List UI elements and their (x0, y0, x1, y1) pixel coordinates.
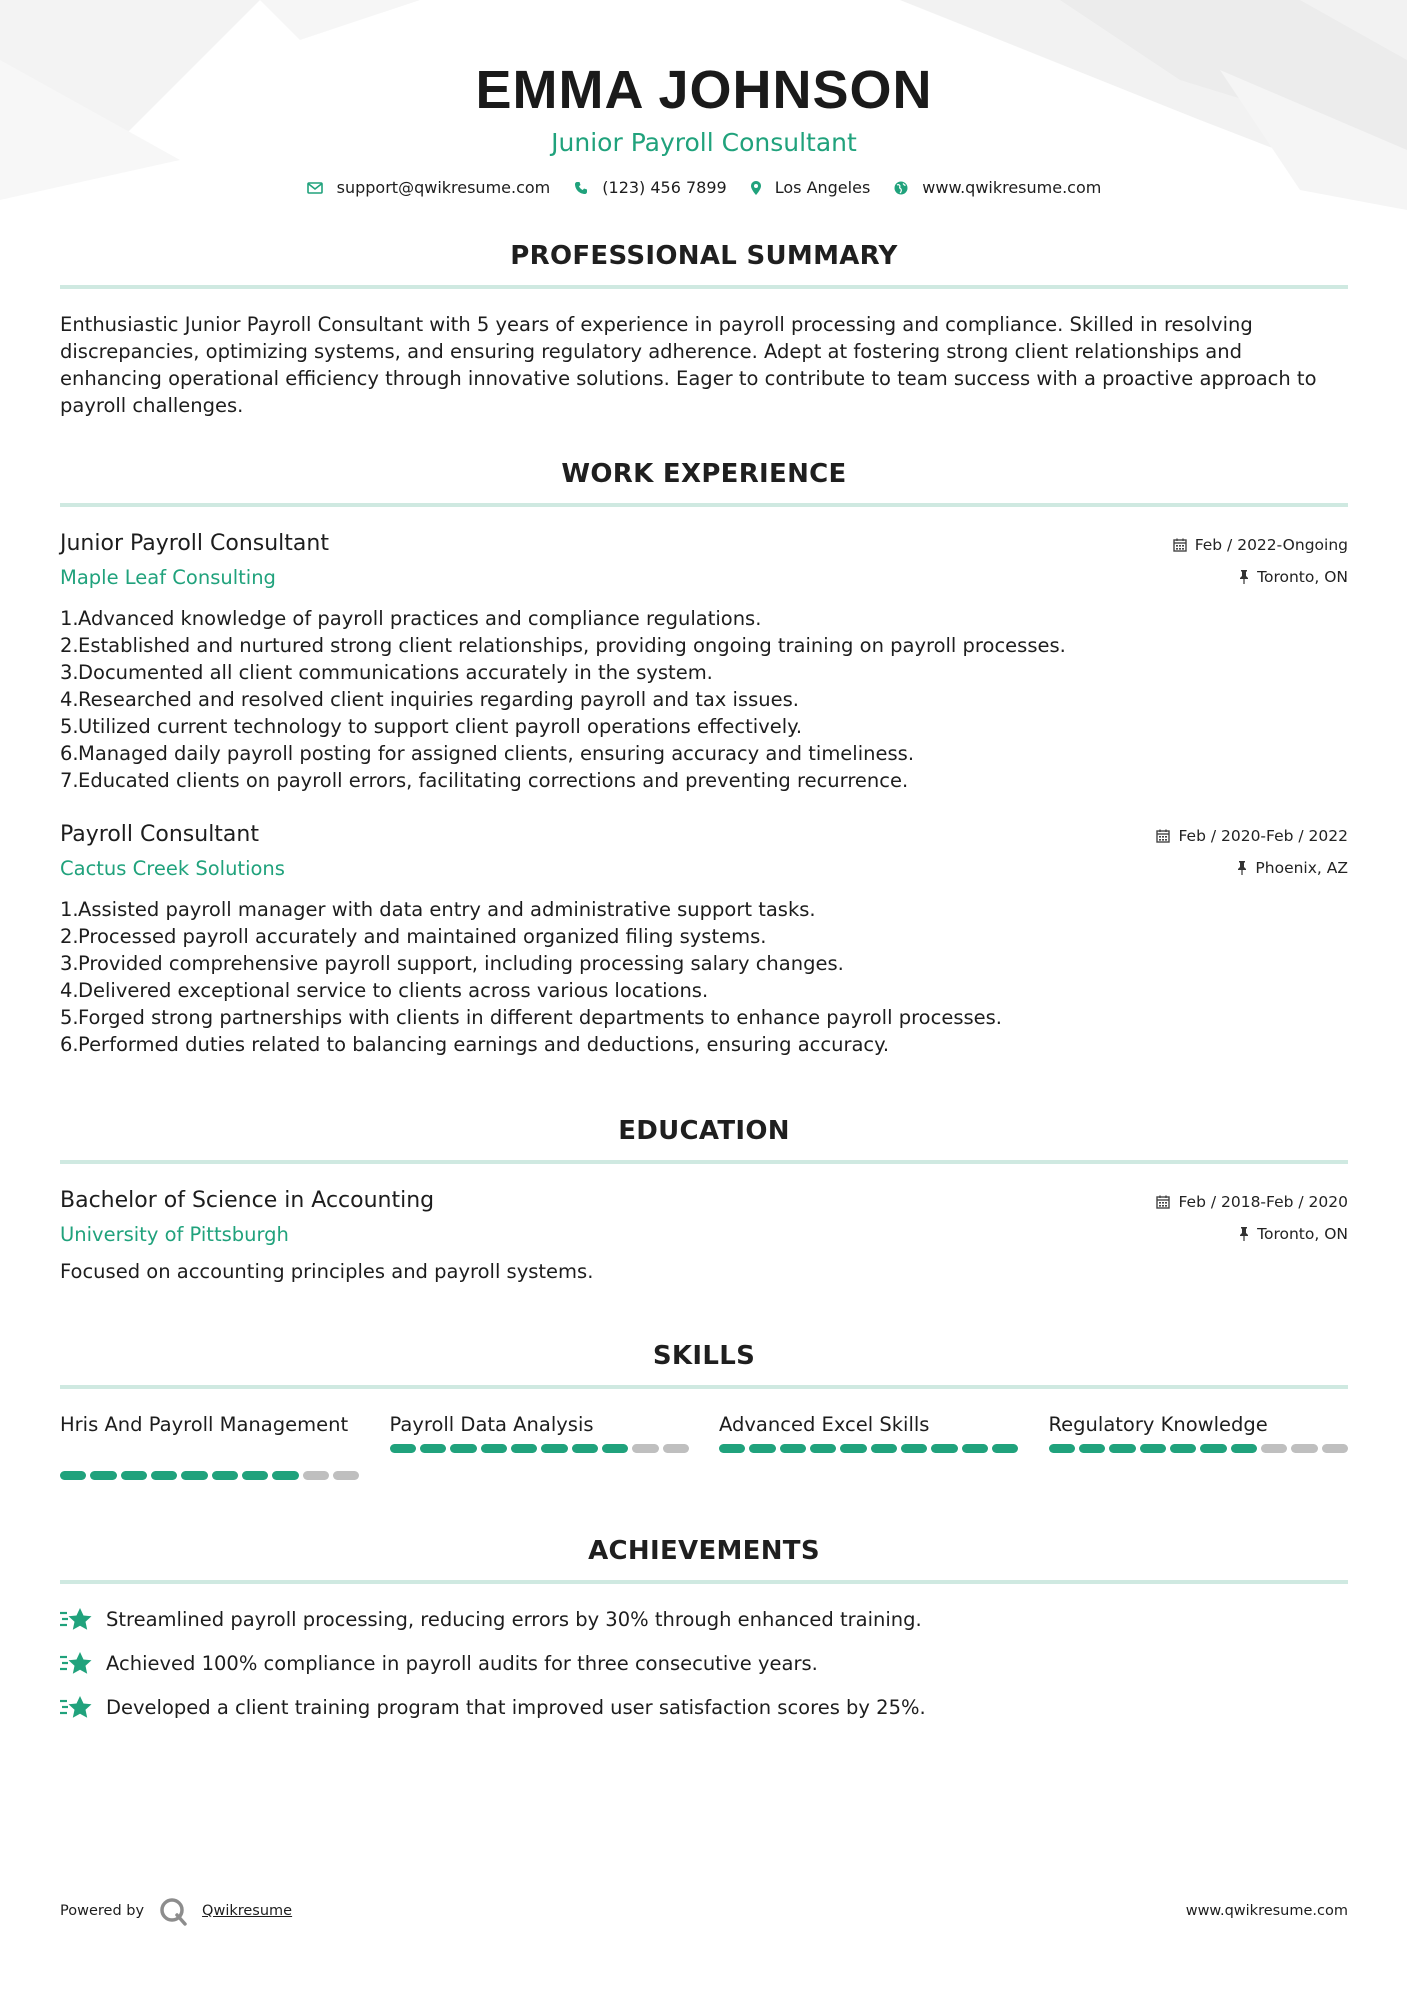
contact-email[interactable] (307, 178, 551, 197)
skill-level-segment (151, 1471, 177, 1480)
skill-level-segment (1322, 1444, 1348, 1453)
phone-icon (574, 181, 588, 195)
skill-level-segment (90, 1471, 116, 1480)
skill-level-segment (962, 1444, 988, 1453)
achievement-text: Streamlined payroll processing, reducing errors by 30% through enhanced training. (106, 1608, 922, 1631)
achievement-item (60, 1694, 1348, 1721)
skill-level-segment (992, 1444, 1018, 1453)
website-text: www.qwikresume.com (922, 178, 1102, 197)
skill-level-bar (1049, 1444, 1349, 1453)
contact-phone[interactable] (574, 178, 726, 197)
bullet-item: 3. Provided comprehensive payroll support, including processing salary changes. (60, 952, 844, 975)
pushpin-icon (1237, 861, 1247, 875)
candidate-title: Junior Payroll Consultant (551, 128, 857, 157)
skill-level-segment (1261, 1444, 1287, 1453)
job-location: Phoenix, AZ (1255, 859, 1348, 877)
skill-level-segment (1170, 1444, 1196, 1453)
envelope-icon (307, 182, 323, 194)
skill-level-segment (810, 1444, 836, 1453)
contact-row (60, 178, 1348, 197)
skill-name: Advanced Excel Skills (719, 1413, 930, 1436)
bullet-item: 2. Processed payroll accurately and maintained organized filing systems. (60, 925, 767, 948)
skill-level-segment (871, 1444, 897, 1453)
work-entry (60, 529, 1348, 794)
footer (60, 1896, 1348, 1926)
achievement-text: Developed a client training program that improved user satisfaction scores by 25%. (106, 1696, 926, 1719)
resume-header (60, 0, 1348, 197)
degree-title: Bachelor of Science in Accounting (60, 1188, 435, 1213)
skill-item (1049, 1411, 1349, 1480)
skill-level-segment (450, 1444, 476, 1453)
skill-level-segment (1109, 1444, 1135, 1453)
job-bullets (60, 605, 1348, 794)
skill-level-bar (390, 1444, 690, 1453)
skill-level-segment (121, 1471, 147, 1480)
pushpin-icon (1239, 570, 1249, 584)
skill-level-segment (1140, 1444, 1166, 1453)
skill-level-segment (840, 1444, 866, 1453)
bullet-item: 4. Delivered exceptional service to clients across various locations. (60, 979, 709, 1002)
job-dates: Feb / 2020-Feb / 2022 (1178, 827, 1348, 845)
skill-level-bar (719, 1444, 1019, 1453)
skill-level-segment (481, 1444, 507, 1453)
skill-name: Regulatory Knowledge (1048, 1413, 1268, 1436)
bullet-item: 3. Documented all client communications accurately in the system. (60, 661, 713, 684)
bullet-item: 6. Performed duties related to balancing earnings and deductions, ensuring accuracy. (60, 1033, 890, 1056)
education-entry (60, 1186, 1348, 1285)
skill-level-segment (632, 1444, 658, 1453)
skill-level-segment (390, 1444, 416, 1453)
star-award-icon (60, 1607, 92, 1633)
bullet-item: 6. Managed daily payroll posting for assigned clients, ensuring accuracy and timeliness. (60, 742, 915, 765)
skill-level-segment (572, 1444, 598, 1453)
education-description: Focused on accounting principles and payroll systems. (60, 1260, 594, 1283)
skill-level-segment (541, 1444, 567, 1453)
skill-level-segment (1049, 1444, 1075, 1453)
star-award-icon (60, 1695, 92, 1721)
skill-level-segment (780, 1444, 806, 1453)
pushpin-icon (1239, 1227, 1249, 1241)
powered-by (60, 1896, 292, 1926)
bullet-item: 5. Forged strong partnerships with clients in different departments to enhance payroll processes. (60, 1006, 1002, 1029)
summary-heading: PROFESSIONAL SUMMARY (60, 241, 1348, 289)
phone-text: (123) 456 7899 (602, 178, 727, 197)
skill-level-segment (719, 1444, 745, 1453)
education-heading: EDUCATION (60, 1116, 1348, 1164)
achievement-text: Achieved 100% compliance in payroll audits for three consecutive years. (106, 1652, 818, 1675)
skills-heading: SKILLS (60, 1341, 1348, 1389)
skill-item (719, 1411, 1019, 1480)
star-award-icon (60, 1651, 92, 1677)
skill-item (390, 1411, 690, 1480)
map-pin-icon (751, 181, 761, 195)
email-text: support@qwikresume.com (336, 178, 551, 197)
skill-level-segment (303, 1471, 329, 1480)
skill-name: Payroll Data Analysis (389, 1413, 594, 1436)
skill-level-segment (511, 1444, 537, 1453)
globe-icon (894, 181, 908, 195)
job-title: Junior Payroll Consultant (60, 531, 329, 556)
skill-level-segment (663, 1444, 689, 1453)
job-meta (1173, 529, 1348, 589)
work-entry (60, 820, 1348, 1058)
calendar-icon (1156, 1195, 1170, 1209)
skills-grid (60, 1411, 1348, 1480)
location-text: Los Angeles (774, 178, 871, 197)
skill-level-segment (749, 1444, 775, 1453)
candidate-name: EMMA JOHNSON (475, 60, 933, 120)
powered-by-label: Powered by (60, 1903, 145, 1919)
education-location: Toronto, ON (1257, 1225, 1348, 1243)
education-meta (1156, 1186, 1348, 1246)
education-dates: Feb / 2018-Feb / 2020 (1178, 1193, 1348, 1211)
achievements-list (60, 1606, 1348, 1721)
bullet-item: 1. Assisted payroll manager with data entry and administrative support tasks. (60, 898, 816, 921)
job-bullets (60, 896, 1348, 1058)
skill-level-segment (602, 1444, 628, 1453)
skill-level-segment (901, 1444, 927, 1453)
job-dates: Feb / 2022-Ongoing (1194, 536, 1348, 554)
skill-level-segment (272, 1471, 298, 1480)
summary-text: Enthusiastic Junior Payroll Consultant with 5 years of experience in payroll processing and compliance. Skilled in resolving discrepancies, optimizing systems, and ensuring regulatory adherence. Adept at fostering strong client relationships and enhancing operational efficiency through innovative solutions. Eager to contribute to team success with a proactive approach to payroll challenges. (60, 313, 1317, 417)
job-meta (1156, 820, 1348, 880)
work-experience-heading: WORK EXPERIENCE (60, 459, 1348, 507)
footer-website[interactable]: www.qwikresume.com (1185, 1903, 1348, 1919)
bullet-item: 1. Advanced knowledge of payroll practices and compliance regulations. (60, 607, 762, 630)
bullet-item: 7. Educated clients on payroll errors, facilitating corrections and preventing recurrence. (60, 769, 909, 792)
company-name: Maple Leaf Consulting (60, 566, 276, 589)
skill-name: Hris And Payroll Management (60, 1413, 349, 1436)
skill-level-segment (1231, 1444, 1257, 1453)
qwikresume-logo-icon (158, 1896, 188, 1926)
skill-level-segment (1200, 1444, 1226, 1453)
bullet-item: 4. Researched and resolved client inquiries regarding payroll and tax issues. (60, 688, 799, 711)
bullet-item: 2. Established and nurtured strong client relationships, providing ongoing training on payroll processes. (60, 634, 1066, 657)
calendar-icon (1156, 829, 1170, 843)
skill-level-bar (60, 1471, 360, 1480)
job-location: Toronto, ON (1257, 568, 1348, 586)
contact-location (751, 178, 871, 197)
company-name: Cactus Creek Solutions (60, 857, 285, 880)
skill-level-segment (181, 1471, 207, 1480)
skill-level-segment (931, 1444, 957, 1453)
skill-level-segment (333, 1471, 359, 1480)
skill-level-segment (212, 1471, 238, 1480)
achievement-item (60, 1650, 1348, 1677)
school-name: University of Pittsburgh (60, 1223, 289, 1246)
contact-website[interactable] (894, 178, 1101, 197)
achievement-item (60, 1606, 1348, 1633)
skill-level-segment (60, 1471, 86, 1480)
achievements-heading: ACHIEVEMENTS (60, 1536, 1348, 1584)
bullet-item: 5. Utilized current technology to support client payroll operations effectively. (60, 715, 803, 738)
skill-level-segment (1079, 1444, 1105, 1453)
calendar-icon (1173, 538, 1187, 552)
skill-level-segment (242, 1471, 268, 1480)
brand-link[interactable]: Qwikresume (202, 1903, 293, 1919)
job-title: Payroll Consultant (60, 822, 259, 847)
skill-level-segment (1291, 1444, 1317, 1453)
skill-item (60, 1411, 360, 1480)
skill-level-segment (420, 1444, 446, 1453)
resume-page (60, 0, 1348, 1738)
